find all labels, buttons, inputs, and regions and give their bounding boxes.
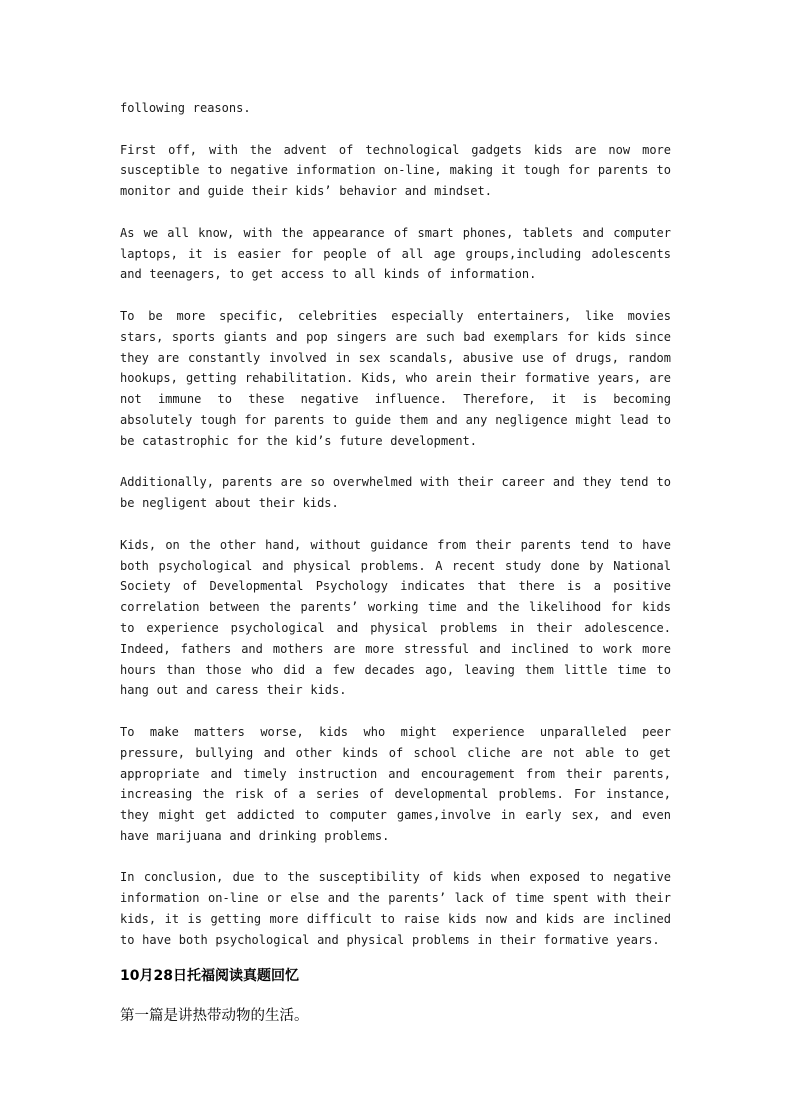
- paragraph-5: Additionally, parents are so overwhelmed with their career and they tend to be negligent about their kids.: [120, 475, 671, 511]
- paragraph-3: As we all know, with the appearance of smart phones, tablets and computer laptops, it is easier for people of all age groups,including adolescents and teenagers, to get access to all kinds of information.: [120, 225, 671, 282]
- paragraph-1: following reasons.: [120, 101, 251, 115]
- chinese-paragraph: 第一篇是讲热带动物的生活。: [120, 1008, 309, 1025]
- section-heading: 10月28日托福阅读真题回忆: [120, 968, 299, 985]
- paragraph-7: To make matters worse, kids who might experience unparalleled peer pressure, bullying and other kinds of school cliche are not able to get appropriate and timely instruction and encouragement from their parents, increasing the risk of a series of developmental problems. For instance, they might get addicted to computer games,involve in early sex, and even have marijuana and drinking problems.: [120, 724, 671, 843]
- paragraph-4: To be more specific, celebrities especially entertainers, like movies stars, sports giants and pop singers are such bad exemplars for kids since they are constantly involved in sex scandals, abusive use of drugs, random hookups, getting rehabilitation. Kids, who arein their formative years, are not immune to these negative influence. Therefore, it is becoming absolutely tough for parents to guide them and any negligence might lead to be catastrophic for the kid’s future development.: [120, 308, 671, 448]
- paragraph-8: In conclusion, due to the susceptibility of kids when exposed to negative information on-line or else and the parents’ lack of time spent with their kids, it is getting more difficult to raise kids now and kids are inclined to have both psychological and physical problems in their formative years.: [120, 870, 671, 947]
- paragraph-2: First off, with the advent of technological gadgets kids are now more susceptible to negative information on-line, making it tough for parents to monitor and guide their kids’ behavior and mindset.: [120, 142, 671, 199]
- document-page: [120, 98, 671, 1027]
- paragraph-6: Kids, on the other hand, without guidance from their parents tend to have both psychological and physical problems. A recent study done by National Society of Developmental Psychology indicates that there is a positive correlation between the parents’ working time and the likelihood for kids to experience psychological and physical problems in their adolescence. Indeed, fathers and mothers are more stressful and inclined to work more hours than those who did a few decades ago, leaving them little time to hang out and caress their kids.: [120, 537, 671, 698]
